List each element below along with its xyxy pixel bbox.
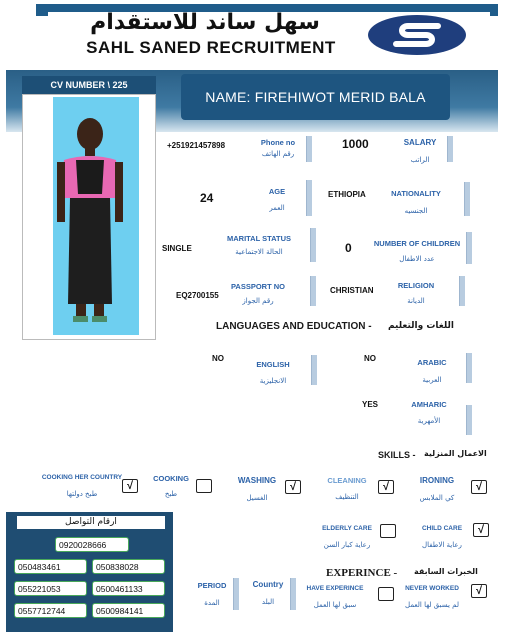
children-label-ar: عدد الاطفال [399, 255, 435, 263]
skills-title-ar: الاعمال المنزلية [424, 449, 487, 458]
cv-number: CV NUMBER \ 225 [22, 76, 156, 94]
elderly-care-checkbox[interactable] [380, 524, 396, 538]
amharic-label-ar: الأمهرية [417, 417, 441, 425]
logo-english-text: SAHL SANED RECRUITMENT [86, 38, 336, 57]
washing-label: WASHING [237, 476, 277, 485]
ironing-label: IRONING [419, 476, 455, 485]
contact-title: ارقام التواصل [17, 516, 165, 529]
child-care-checkbox[interactable]: √ [473, 523, 489, 537]
children-label: NUMBER OF CHILDREN [373, 239, 461, 248]
cleaning-label: CLEANING [327, 476, 367, 485]
cleaning-checkbox[interactable]: √ [378, 480, 394, 494]
field-divider [310, 228, 316, 262]
contact-number[interactable]: 0920028666 [55, 537, 129, 552]
field-divider [311, 355, 317, 385]
cooking-country-checkbox[interactable]: √ [122, 479, 138, 493]
field-divider [466, 405, 472, 435]
amharic-value: YES [362, 400, 379, 409]
field-divider [290, 578, 296, 610]
marital-value: SINGLE [162, 244, 192, 253]
languages-title: LANGUAGES AND EDUCATION - [216, 321, 372, 332]
english-value: NO [212, 354, 224, 363]
field-divider [310, 276, 316, 306]
nationality-label: NATIONALITY [391, 189, 441, 198]
salary-label-ar: الراتب [410, 156, 430, 164]
age-label: AGE [268, 187, 286, 196]
experience-title: EXPERINCE - [326, 567, 398, 579]
contact-number[interactable]: 0557712744 [14, 603, 87, 618]
nationality-label-ar: الجنسيه [404, 207, 428, 215]
arabic-label-ar: العربية [422, 376, 442, 384]
period-label-ar: المدة [204, 599, 220, 607]
cooking-country-label: COOKING HER COUNTRY [41, 474, 123, 481]
passport-label-ar: رقم الجواز [242, 297, 274, 305]
cooking-label-ar: طبخ [164, 490, 178, 498]
never-worked-checkbox[interactable]: √ [471, 584, 487, 598]
field-divider [464, 182, 470, 216]
arabic-value: NO [364, 354, 376, 363]
contact-number[interactable]: 055221053 [14, 581, 87, 596]
have-experience-label-ar: سبق لها العمل [313, 601, 357, 609]
religion-value: CHRISTIAN [330, 286, 374, 295]
have-experience-checkbox[interactable] [378, 587, 394, 601]
passport-label: PASSPORT NO [230, 282, 286, 291]
phone-value: +251921457898 [167, 141, 226, 150]
field-divider [306, 136, 312, 162]
age-label-ar: العمر [269, 204, 285, 212]
amharic-label: AMHARIC [411, 400, 447, 409]
company-logo-icon [366, 12, 468, 58]
field-divider [447, 136, 453, 162]
field-divider [466, 232, 472, 264]
logo-arabic-text: سهل ساند للاستقدام [90, 10, 320, 35]
marital-label: MARITAL STATUS [226, 234, 292, 243]
cooking-label: COOKING [153, 474, 189, 483]
contact-number[interactable]: 0500461133 [92, 581, 165, 596]
age-value: 24 [200, 191, 214, 205]
child-care-label-ar: رعاية الاطفال [422, 541, 462, 549]
have-experience-label: HAVE EXPERINCE [306, 585, 364, 592]
english-label: ENGLISH [256, 360, 290, 369]
never-worked-label: NEVER WORKED [405, 585, 459, 592]
cooking-checkbox[interactable] [196, 479, 212, 493]
contact-number[interactable]: 050483461 [14, 559, 87, 574]
contact-number[interactable]: 050838028 [92, 559, 165, 574]
religion-label-ar: الديانة [407, 297, 425, 305]
elderly-care-label-ar: رعاية كبار السن [323, 541, 371, 549]
ironing-label-ar: كي الملابس [419, 494, 455, 502]
salary-label: SALARY [403, 138, 437, 147]
phone-label: Phone no [260, 138, 296, 147]
person-photo-icon [40, 104, 140, 334]
salary-value: 1000 [342, 137, 369, 151]
field-divider [466, 353, 472, 383]
never-worked-label-ar: لم يسبق لها العمل [405, 601, 459, 609]
field-divider [233, 578, 239, 610]
languages-title-ar: اللغات والتعليم [388, 321, 454, 331]
marital-label-ar: الحالة الاجتماعية [235, 248, 283, 256]
contact-number[interactable]: 0500984141 [92, 603, 165, 618]
religion-label: RELIGION [397, 281, 435, 290]
cleaning-label-ar: التنظيف [335, 493, 359, 501]
child-care-label: CHILD CARE [421, 525, 463, 532]
passport-value: EQ2700155 [176, 291, 219, 300]
period-label: PERIOD [197, 581, 227, 590]
elderly-care-label: ELDERLY CARE [322, 525, 372, 532]
children-value: 0 [345, 241, 352, 255]
skills-title: SKILLS - [378, 450, 416, 460]
country-label-ar: البلد [261, 598, 275, 606]
cooking-country-label-ar: طبخ دولتها [66, 490, 98, 498]
arabic-label: ARABIC [417, 358, 447, 367]
phone-label-ar: رقم الهاتف [261, 150, 295, 158]
field-divider [306, 180, 312, 216]
field-divider [459, 276, 465, 306]
ironing-checkbox[interactable]: √ [471, 480, 487, 494]
english-label-ar: الانجليزية [259, 377, 287, 385]
nationality-value: ETHIOPIA [328, 190, 366, 199]
candidate-name: NAME: FIREHIWOT MERID BALA [181, 74, 450, 120]
washing-checkbox[interactable]: √ [285, 480, 301, 494]
experience-title-ar: الخبرات السابقة [414, 567, 478, 576]
washing-label-ar: الغسيل [246, 494, 268, 502]
country-label: Country [252, 580, 284, 589]
